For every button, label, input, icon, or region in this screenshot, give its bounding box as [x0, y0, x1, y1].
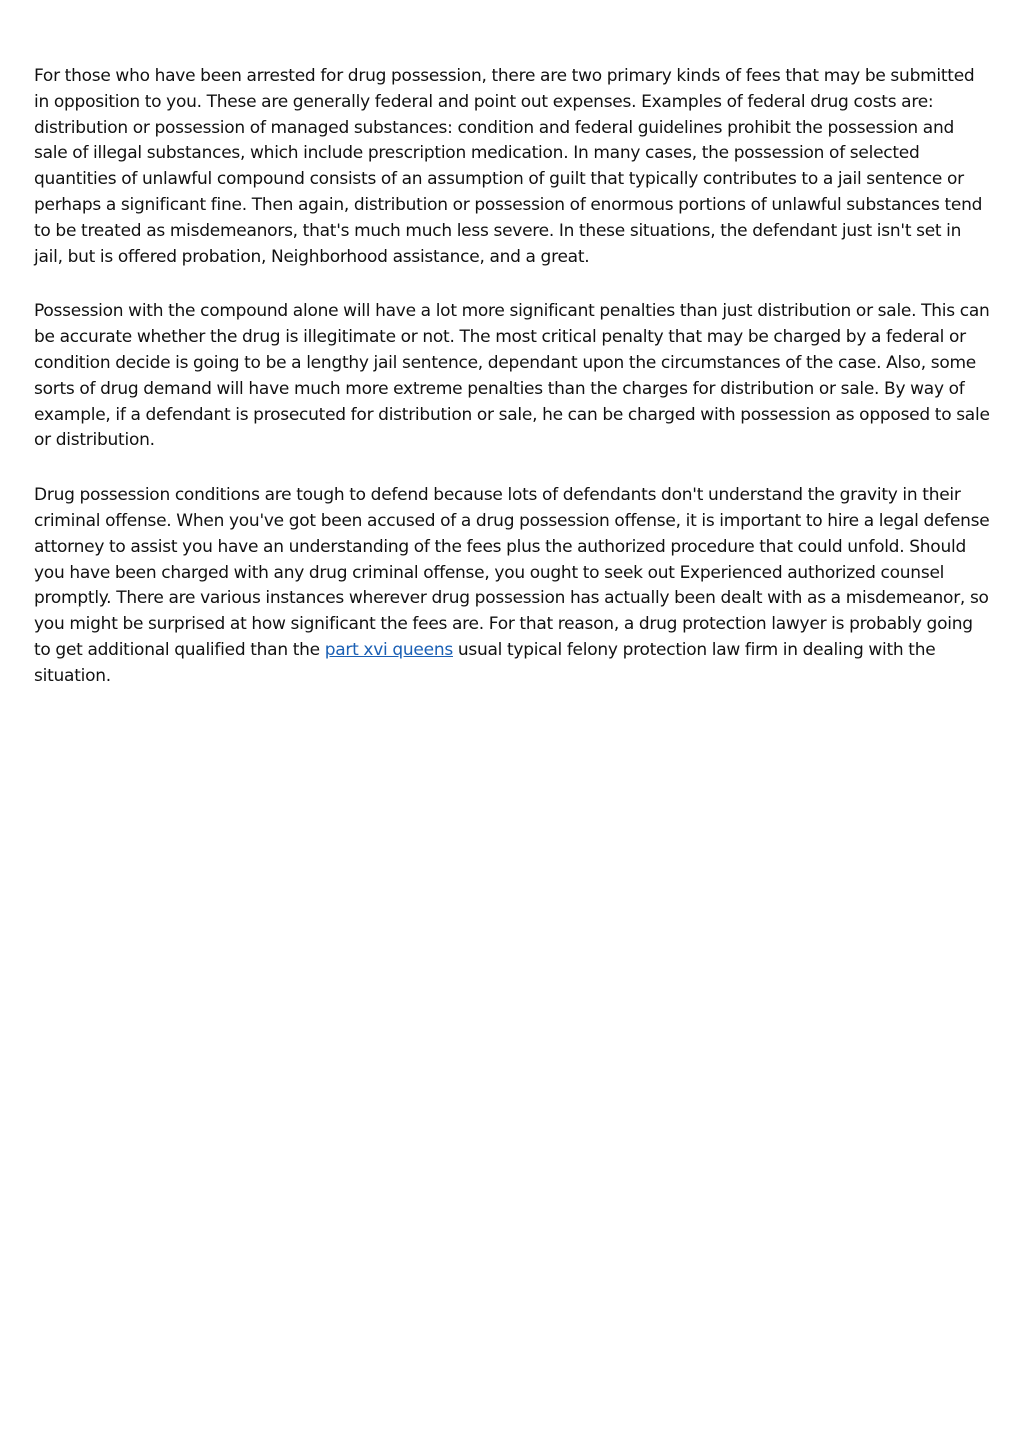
article-body	[34, 64, 990, 719]
paragraph-3-text-before-link: Drug possession conditions are tough to defend because lots of defendants don't understand the gravity in their criminal offense. When you've got been accused of a drug possession offense, it is important to hire a legal defense attorney to assist you have an understanding of the fees plus the authorized procedure that could unfold. Should you have been charged with any drug criminal offense, you ought to seek out Experienced authorized counsel promptly. There are various instances wherever drug possession has actually been dealt with as a misdemeanor, so you might be surprised at how significant the fees are. For that reason, a drug protection lawyer is probably going to get additional qualified than the	[34, 485, 990, 660]
paragraph-1: For those who have been arrested for drug possession, there are two primary kinds of fees that may be submitted in opposition to you. These are generally federal and point out expenses. Examples of federal drug costs are: distribution or possession of managed substances: condition and federal guidelines prohibit the possession and sale of illegal substances, which include prescription medication. In many cases, the possession of selected quantities of unlawful compound consists of an assumption of guilt that typically contributes to a jail sentence or perhaps a significant fine. Then again, distribution or possession of enormous portions of unlawful substances tend to be treated as misdemeanors, that's much much less severe. In these situations, the defendant just isn't set in jail, but is offered probation, Neighborhood assistance, and a great.	[34, 66, 983, 267]
part-xvi-queens-link[interactable]: part xvi queens	[324, 639, 453, 660]
paragraph-2: Possession with the compound alone will have a lot more significant penalties than just distribution or sale. This can be accurate whether the drug is illegitimate or not. The most critical penalty that may be charged by a federal or condition decide is going to be a lengthy jail sentence, dependant upon the circumstances of the case. Also, some sorts of drug demand will have much more extreme penalties than the charges for distribution or sale. By way of example, if a defendant is prosecuted for distribution or sale, he can be charged with possession as opposed to sale or distribution.	[34, 301, 990, 451]
paragraph-3-text-after-link: usual typical felony protection law firm in dealing with the situation.	[34, 639, 936, 686]
paragraph-3	[34, 483, 990, 689]
